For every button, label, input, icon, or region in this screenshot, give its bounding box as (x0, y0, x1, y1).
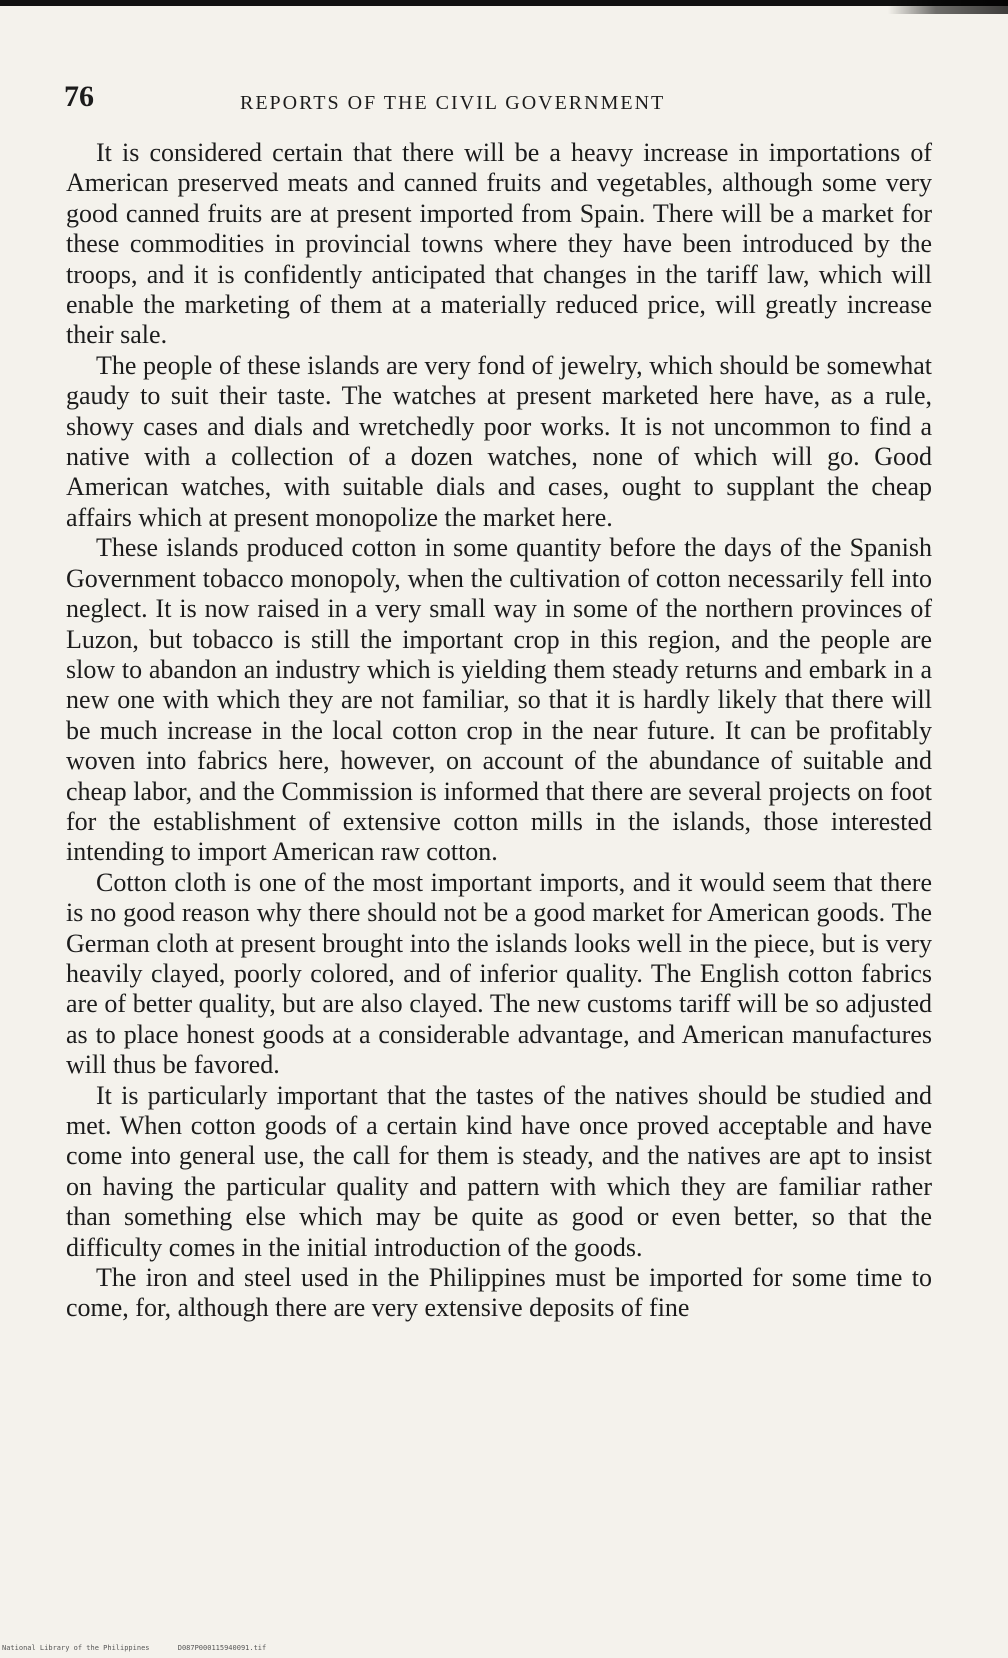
scan-top-border (0, 0, 1008, 6)
paragraph: Cotton cloth is one of the most important imports, and it would seem that there is no good reason why there should not be a good market for American goods. The German cloth at present brought into the islands looks well in the piece, but is very heavily clayed, poorly colored, and of inferior quality. The English cotton fabrics are of better quality, but are also clayed. The new customs tariff will be so adjusted as to place honest goods at a considerable advantage, and American manufactures will thus be favored. (66, 867, 932, 1080)
running-head: REPORTS OF THE CIVIL GOVERNMENT (240, 92, 666, 114)
paragraph: The people of these islands are very fond of jewelry, which should be somewhat gaudy to suit their taste. The watches at present marketed here have, as a rule, showy cases and dials and wretchedly poor works. It is not uncommon to find a native with a collection of a dozen watches, none of which will go. Good American watches, with suitable dials and cases, ought to supplant the cheap affairs which at present monopolize the market here. (66, 350, 932, 532)
footer-library: National Library of the Philippines (2, 1644, 150, 1652)
paragraph: It is considered certain that there will be a heavy increase in importations of American preserved meats and canned fruits and vegetables, although some very good canned fruits are at present imported from Spain. There will be a market for these commodities in provincial towns where they have been introduced by the troops, and it is confidently anticipated that changes in the tariff law, which will enable the marketing of them at a materially reduced price, will greatly increase their sale. (66, 138, 932, 350)
paragraph: The iron and steel used in the Philippines must be imported for some time to come, for, although there are very extensive deposits of fine (66, 1263, 932, 1323)
paragraph: It is particularly important that the tastes of the natives should be studied and met. When cotton goods of a certain kind have once proved acceptable and have come into general use, the call for them is steady, and the natives are apt to insist on having the particular quality and pattern with which they are familiar rather than something else which may be quite as good or even better, so that the difficulty comes in the initial introduction of the goods. (66, 1080, 932, 1262)
scan-edge-shadow (888, 0, 1008, 14)
scan-footer (2, 1644, 266, 1652)
page-body (66, 138, 932, 1324)
page-number: 76 (64, 80, 94, 113)
footer-file: D087P000115940091.tif (177, 1644, 267, 1652)
paragraph: These islands produced cotton in some quantity before the days of the Spanish Government tobacco monopoly, when the cultivation of cotton necessarily fell into neglect. It is now raised in a very small way in some of the northern provinces of Luzon, but tobacco is still the important crop in this region, and the people are slow to abandon an industry which is yielding them steady returns and embark in a new one with which they are not familiar, so that it is hardly likely that there will be much increase in the local cotton crop in the near future. It can be profitably woven into fabrics here, however, on account of the abundance of suitable and cheap labor, and the Commission is informed that there are several projects on foot for the establishment of extensive cotton mills in the islands, those interested intending to import American raw cotton. (66, 533, 932, 867)
